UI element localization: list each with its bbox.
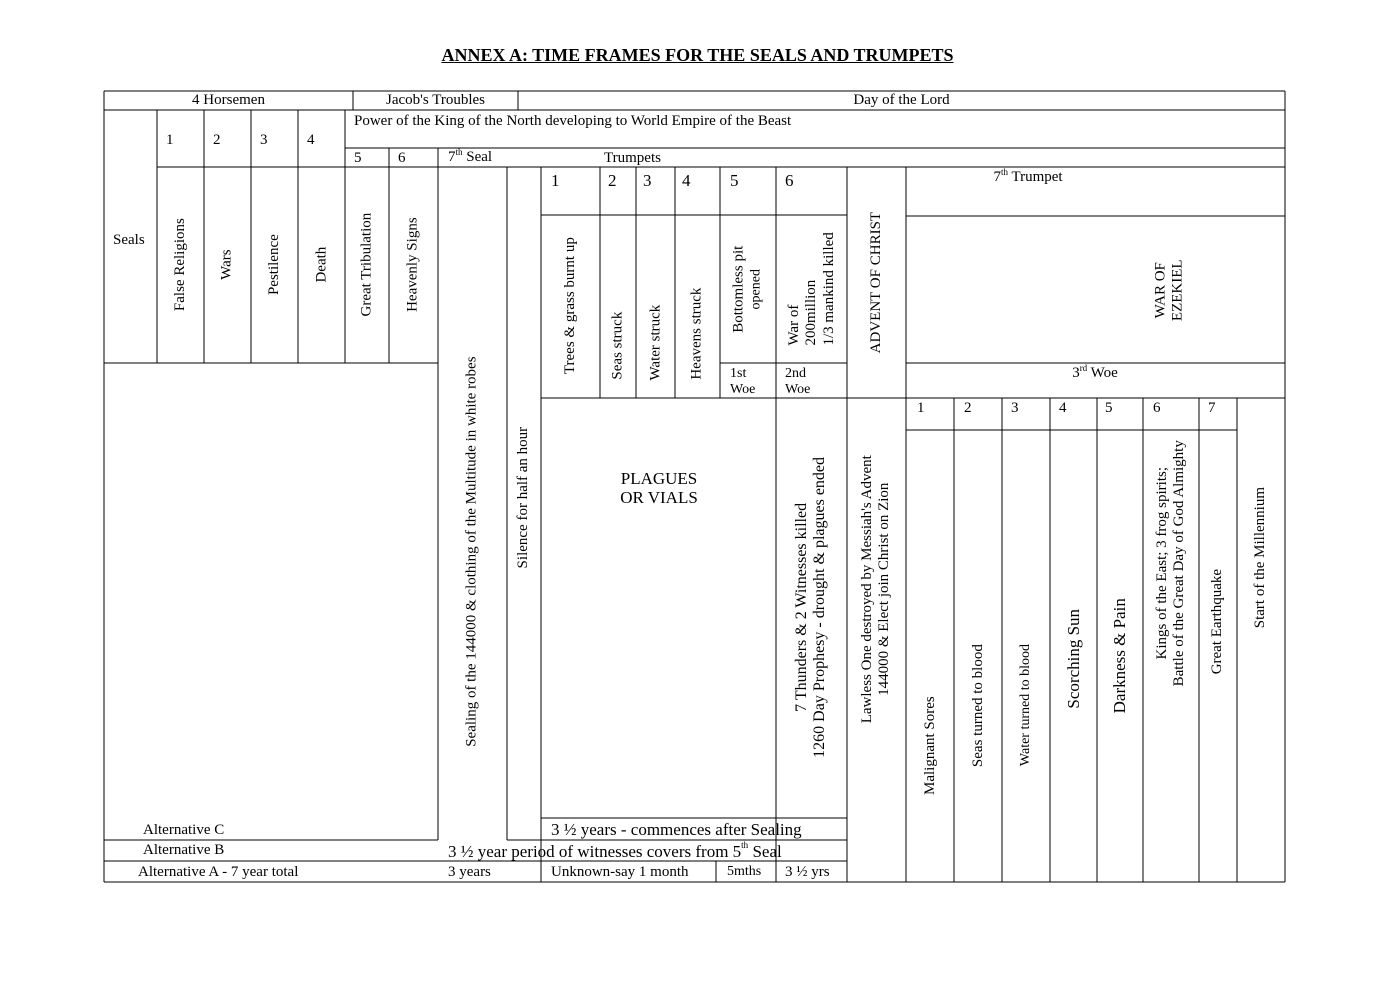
trumpet-name-cell: [541, 217, 600, 395]
vial-number: 4: [1059, 400, 1067, 416]
seal-number: 1: [166, 132, 174, 148]
trumpet-name-cell: [675, 217, 720, 395]
millennium-text: Start of the Millennium: [1252, 487, 1269, 629]
seventh-seal-label: 7th Seal: [448, 147, 493, 165]
vial-number: 3: [1011, 400, 1019, 416]
trumpet-name-cell: [720, 217, 776, 361]
alternative-a-3-5-years: 3 ½ yrs: [785, 864, 830, 880]
seal-name: False Religions: [171, 218, 188, 312]
vial-name: Malignant Sores: [921, 696, 938, 795]
seal-name-cell: [298, 170, 345, 360]
seal-number: 2: [213, 132, 221, 148]
power-of-king-text: Power of the King of the North developing to World Empire of the Beast: [354, 113, 792, 129]
vial-name-cell: [1050, 433, 1097, 878]
alternative-a-1-month: Unknown-say 1 month: [551, 864, 689, 880]
alternative-c-text: 3 ½ years - commences after Sealing: [551, 820, 802, 839]
war-of-ezekiel-text: WAR OF EZEKIEL: [1152, 259, 1187, 321]
alternative-a-3-years: 3 years: [448, 864, 491, 880]
trumpet-name: Heavens struck: [688, 287, 705, 381]
page-title: ANNEX A: TIME FRAMES FOR THE SEALS AND TRUMPETS: [441, 45, 954, 65]
trumpet-name-cell: [600, 217, 636, 395]
seal-name-cell: [251, 170, 298, 360]
sealing-cell: [438, 170, 507, 837]
trumpet-name: Trees & grass burnt up: [561, 237, 578, 375]
vial6-text: Kings of the East; 3 frog spirits; Battle of the Great Day of God Almighty: [1153, 440, 1188, 687]
sealing-text: Sealing of the 144000 & clothing of the Multitude in white robes: [463, 356, 480, 747]
alternative-a-5-months: 5mths: [727, 864, 762, 879]
plagues-or-vials: PLAGUES OR VIALS: [620, 469, 698, 507]
seal-name: Death: [312, 247, 329, 283]
trumpet-number: 6: [785, 171, 794, 190]
seal-number: 4: [307, 132, 315, 148]
third-woe: 3rd Woe: [1072, 363, 1118, 381]
trumpet-name-cell: [776, 217, 847, 361]
trumpet-number: 1: [551, 171, 560, 190]
trumpet-name: Seas struck: [609, 312, 626, 380]
trumpet-number: 3: [643, 171, 652, 190]
alternative-b-text: 3 ½ year period of witnesses covers from 5th Seal: [448, 840, 782, 861]
seal-name: Great Tribulation: [358, 213, 375, 317]
seal-number: 6: [398, 150, 406, 166]
vial-name-cell: [1002, 433, 1050, 878]
header-day-of-the-lord: Day of the Lord: [853, 92, 950, 108]
silence-text: Silence for half an hour: [515, 426, 532, 569]
alternative-b-label: Alternative B: [143, 842, 225, 858]
millennium-cell: [1237, 398, 1285, 878]
seal-name-cell: [389, 170, 438, 360]
seal-number: 3: [260, 132, 268, 148]
seal-name-cell: [345, 170, 389, 360]
lawless-text: Lawless One destroyed by Messiah's Advent 144000 & Elect join Christ on Zion: [859, 454, 893, 724]
alternative-c-label: Alternative C: [143, 822, 225, 838]
vial-name: Great Earthquake: [1209, 568, 1226, 675]
trumpet6-text: War of 200million 1/3 mankind killed: [785, 232, 837, 346]
vial-number: 1: [917, 400, 925, 416]
seal-name-cell: [204, 170, 251, 360]
vial-number: 5: [1105, 400, 1113, 416]
seal-name-cell: [157, 170, 204, 360]
vial-name: Darkness & Pain: [1110, 597, 1130, 714]
trumpet-number: 4: [682, 171, 691, 190]
vial-name: Water turned to blood: [1017, 644, 1033, 767]
vial-number: 2: [964, 400, 972, 416]
alternative-a-label: Alternative A - 7 year total: [138, 864, 299, 880]
seal-number: 5: [354, 150, 362, 166]
header-4-horsemen: 4 Horsemen: [192, 92, 265, 108]
seventh-trumpet-label: 7th Trumpet: [993, 167, 1063, 185]
trumpet-name: Water struck: [646, 305, 663, 381]
seals-label: Seals: [113, 232, 145, 248]
advent-cell: [847, 170, 906, 395]
vial-number: 7: [1208, 400, 1216, 416]
header-jacobs-troubles: Jacob's Troubles: [386, 92, 485, 108]
seal-name: Wars: [218, 249, 235, 281]
war-of-ezekiel-cell: [1140, 220, 1200, 360]
vial-name: Scorching Sun: [1063, 608, 1083, 709]
vial-name-cell: [1199, 433, 1237, 878]
second-woe: 2nd Woe: [785, 366, 811, 397]
trumpet-name-cell: [636, 217, 675, 395]
first-woe: 1st Woe: [730, 366, 756, 397]
vial-name: Seas turned to blood: [969, 644, 986, 767]
trumpets-label: Trumpets: [604, 150, 661, 166]
vial-name-cell: [954, 433, 1002, 878]
vial-name-cell: [1143, 433, 1199, 878]
seal-name: Heavenly Signs: [404, 217, 421, 313]
advent-text: ADVENT OF CHRIST: [867, 211, 884, 354]
trumpet5-text: Bottomless pit opened: [730, 245, 764, 333]
vial-name-cell: [906, 433, 954, 878]
silence-cell: [507, 170, 541, 837]
vial-number: 6: [1153, 400, 1161, 416]
trumpet-number: 2: [608, 171, 617, 190]
thunders-cell: [776, 400, 847, 815]
seal-name: Pestilence: [265, 234, 282, 296]
thunders-text: 7 Thunders & 2 Witnesses killed 1260 Day Prophesy - drought & plagues ended: [793, 457, 829, 758]
vial-name-cell: [1097, 433, 1143, 878]
lawless-cell: [847, 400, 906, 878]
trumpet-number: 5: [730, 171, 739, 190]
